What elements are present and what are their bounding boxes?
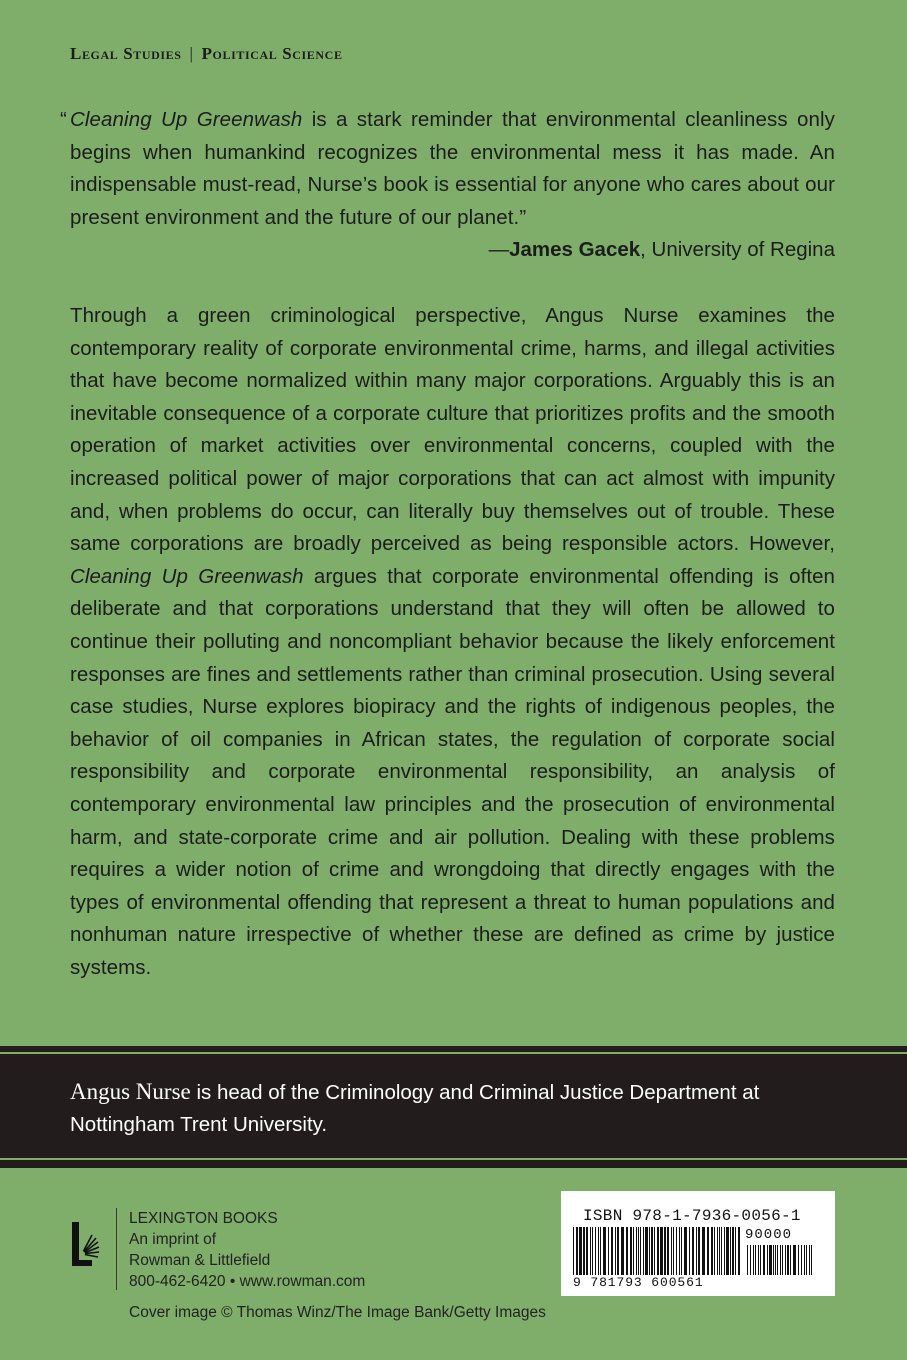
barcode-bar xyxy=(630,1227,632,1275)
barcode-bar xyxy=(738,1227,740,1275)
quote-open-mark: “ xyxy=(60,108,67,131)
barcode-bar xyxy=(809,1245,810,1275)
barcode-bar xyxy=(643,1227,644,1275)
ean-barcode xyxy=(573,1227,741,1275)
barcode-bar xyxy=(671,1227,672,1275)
barcode-bar xyxy=(769,1245,772,1275)
barcode-bar xyxy=(724,1227,725,1275)
bio-rule-bottom xyxy=(0,1158,907,1160)
barcode-bar xyxy=(579,1227,582,1275)
barcode-bar xyxy=(583,1227,585,1275)
barcode-bar xyxy=(790,1245,791,1275)
barcode-bar xyxy=(603,1227,606,1275)
barcode-bar xyxy=(654,1227,655,1275)
barcode-bar xyxy=(649,1227,650,1275)
barcode-bar xyxy=(660,1227,663,1275)
barcode-bar xyxy=(806,1245,807,1275)
barcode-bar xyxy=(590,1227,591,1275)
barcode-bar xyxy=(598,1227,599,1275)
barcode-bar xyxy=(657,1227,659,1275)
quote-book-title: Cleaning Up Greenwash xyxy=(70,108,303,131)
barcode-bar xyxy=(804,1245,805,1275)
barcode-bar xyxy=(600,1227,601,1275)
publisher-block xyxy=(129,1208,365,1292)
category-legal-studies: Legal Studies xyxy=(70,44,182,63)
barcode-bar xyxy=(633,1227,634,1275)
barcode-bar xyxy=(787,1245,789,1275)
barcode-bar xyxy=(640,1227,641,1275)
barcode-bar xyxy=(758,1245,759,1275)
barcode-bar xyxy=(777,1245,778,1275)
barcode-bar xyxy=(681,1227,682,1275)
barcode-bar xyxy=(702,1227,705,1275)
barcode-bar xyxy=(721,1227,722,1275)
barcode-bar xyxy=(782,1245,783,1275)
barcode-bar xyxy=(696,1227,697,1275)
publisher-imprint-line: An imprint of xyxy=(129,1231,217,1248)
barcode-bar xyxy=(676,1227,677,1275)
barcode-bar xyxy=(773,1245,774,1275)
price-code: 90000 xyxy=(745,1227,793,1243)
barcode-bar xyxy=(760,1245,761,1275)
category-separator: | xyxy=(189,44,194,63)
attribution-author: James Gacek xyxy=(509,238,641,261)
bio-rule-top xyxy=(0,1052,907,1054)
endorsement-quote xyxy=(60,104,836,234)
barcode-bar xyxy=(617,1227,619,1275)
barcode-bar xyxy=(726,1227,729,1275)
barcode-bar xyxy=(651,1227,653,1275)
barcode-bar xyxy=(717,1227,718,1275)
publisher-contact: 800-462-6420 • www.rowman.com xyxy=(129,1273,366,1290)
barcode-bar xyxy=(719,1227,720,1275)
barcode-bar xyxy=(698,1227,700,1275)
category-line xyxy=(70,44,343,64)
barcode-bar xyxy=(626,1227,628,1275)
barcode-bar xyxy=(732,1227,734,1275)
quote-attribution xyxy=(489,234,835,266)
price-barcode xyxy=(747,1245,817,1275)
publisher-parent: Rowman & Littlefield xyxy=(129,1252,271,1269)
barcode-bar xyxy=(684,1227,687,1275)
barcode-bar xyxy=(692,1227,694,1275)
barcode-bar xyxy=(667,1227,669,1275)
barcode-bar xyxy=(679,1227,680,1275)
attribution-affiliation: , University of Regina xyxy=(640,238,835,261)
description-book-title: Cleaning Up Greenwash xyxy=(70,564,304,588)
quote-text: is a stark reminder that environmental cleanliness only begins when humankind recognizes the environmental mess it has made. An indispensable must-read, Nurse’s book is essential for anyone who cares about our present environment and the future of our planet.” xyxy=(70,108,836,229)
barcode-bar xyxy=(798,1245,799,1275)
barcode-bar xyxy=(750,1245,751,1275)
barcode-bar xyxy=(775,1245,776,1275)
barcode-bar xyxy=(711,1227,713,1275)
publisher-divider xyxy=(116,1208,117,1290)
barcode-bar xyxy=(707,1227,709,1275)
author-bio-band xyxy=(0,1046,907,1168)
barcode-bar xyxy=(689,1227,690,1275)
barcode-bar xyxy=(611,1227,613,1275)
barcode-bar xyxy=(592,1227,593,1275)
description-part-2: argues that corporate environmental offending is often deliberate and that corporations understand that they will often be allowed to continue their polluting and noncompliant behavior because the likely enforcement responses are fines and settlements rather than criminal prosecution. Using several case studies, Nurse explores biopiracy and the rights of indigenous peoples, the behavior of oil companies in African states, the regulation of corporate social responsibility and corporate environmental responsibility, an analysis of contemporary environmental law principles and the prosecution of environmental harm, and state-corporate crime and air pollution. Dealing with these problems requires a wider notion of crime and wrongdoing that directly engages with the types of environmental offending that represent a threat to human populations and nonhuman nature irrespective of whether these are defined as crime by justice systems. xyxy=(70,564,835,979)
description-part-1: Through a green criminological perspective, Angus Nurse examines the contemporary reality of corporate environmental crime, harms, and illegal activities that have become normalized within many major corporations. Arguably this is an inevitable consequence of a corporate culture that prioritizes profits and the smooth operation of market activities over environmental concerns, coupled with the increased political power of major corporations that can act almost with impunity and, when problems do occur, can literally buy themselves out of trouble. These same corporations are broadly perceived as being responsible actors. However, xyxy=(70,304,835,556)
barcode-bar xyxy=(785,1245,786,1275)
barcode-bar xyxy=(645,1227,648,1275)
barcode-bar xyxy=(767,1245,768,1275)
publisher-name: LEXINGTON BOOKS xyxy=(129,1210,278,1227)
category-political-science: Political Science xyxy=(201,44,343,63)
book-description xyxy=(70,300,835,984)
barcode-bar xyxy=(615,1227,616,1275)
barcode-bar xyxy=(793,1245,796,1275)
lexington-logo-icon xyxy=(72,1222,100,1268)
barcode-bar xyxy=(755,1245,756,1275)
barcode-bar xyxy=(811,1245,812,1275)
ean-digits: 9 781793 600561 xyxy=(573,1275,704,1290)
barcode-bar xyxy=(780,1245,781,1275)
barcode-bar xyxy=(673,1227,674,1275)
barcode-bar xyxy=(636,1227,637,1275)
barcode-bar xyxy=(735,1227,736,1275)
barcode-bar xyxy=(714,1227,715,1275)
barcode-bar xyxy=(664,1227,666,1275)
cover-image-credit: Cover image © Thomas Winz/The Image Bank/Getty Images xyxy=(129,1304,546,1321)
author-bio-text: is head of the Criminology and Criminal Justice Department at Nottingham Trent University. xyxy=(70,1081,760,1136)
barcode-bar xyxy=(586,1227,588,1275)
barcode-bar xyxy=(763,1245,765,1275)
author-name: Angus Nurse xyxy=(70,1079,191,1104)
author-bio xyxy=(70,1076,840,1141)
barcode-bar xyxy=(608,1227,609,1275)
attribution-dash: — xyxy=(488,238,510,261)
isbn-label: ISBN 978-1-7936-0056-1 xyxy=(583,1207,801,1225)
barcode-bar xyxy=(753,1245,754,1275)
barcode-box xyxy=(561,1191,835,1296)
barcode-bar xyxy=(573,1227,574,1275)
barcode-bar xyxy=(801,1245,802,1275)
barcode-bar xyxy=(730,1227,731,1275)
barcode-bar xyxy=(638,1227,639,1275)
barcode-bar xyxy=(595,1227,596,1275)
barcode-bar xyxy=(576,1227,578,1275)
barcode-bar xyxy=(621,1227,624,1275)
barcode-bar xyxy=(747,1245,748,1275)
